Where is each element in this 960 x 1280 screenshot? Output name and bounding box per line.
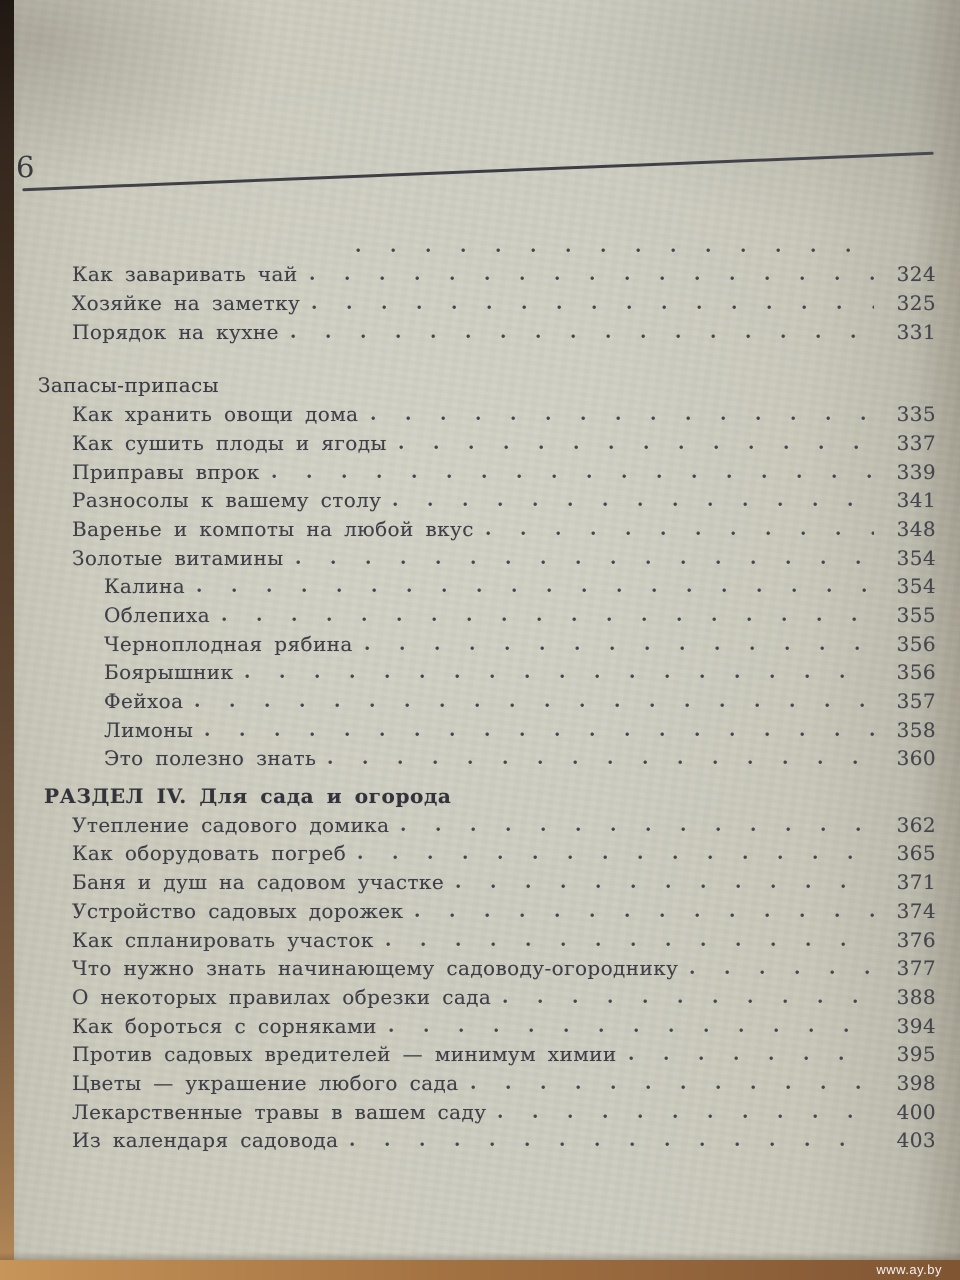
dot-leader [365,645,874,652]
toc-page-number: 356 [896,631,936,656]
toc-entry-title: Калина [104,574,186,599]
toc-row [14,808,936,837]
dot-leader [690,969,874,976]
toc-row [14,684,936,713]
toc-row [14,627,936,656]
toc-entry-title: Боярышник [104,660,234,685]
toc-page-number: 400 [896,1099,936,1124]
toc-row [14,541,936,570]
toc-page-number: 354 [896,574,936,599]
toc-row [14,656,936,685]
toc-row [14,1038,936,1067]
toc-row [14,229,936,258]
toc-entry-title: Черноплодная рябина [104,631,353,656]
toc-page-number: 357 [896,689,936,713]
toc-page-number: 331 [896,319,936,344]
toc-row [14,1095,936,1124]
toc-row [14,598,936,627]
dot-leader [399,444,874,451]
toc-row [14,286,936,315]
toc-entry-title: Как спланировать участок [72,927,374,952]
dot-leader [415,912,874,919]
dot-leader [486,530,874,537]
dot-leader [386,941,874,948]
dot-leader [310,275,874,282]
dot-leader [393,501,874,508]
dot-leader [389,1027,874,1034]
toc-page-number: 356 [896,660,936,685]
toc-entry-title: Против садовых вредителей — минимум химии [72,1042,617,1067]
toc-row [14,894,936,923]
toc-entry-title: Золотые витамины [72,545,284,570]
toc-page-number: 335 [896,402,936,427]
header-rule [22,152,933,192]
toc-page-number: 388 [896,984,936,1009]
toc-row [14,980,936,1009]
toc-row [14,397,936,426]
toc-row [14,923,936,952]
dot-leader [356,247,874,254]
dot-leader [245,673,874,680]
dot-leader [371,415,875,422]
toc-row [14,779,936,808]
dot-leader [456,883,874,890]
toc-entry-title: Как заваривать чай [72,262,298,287]
toc-row [14,570,936,599]
toc-page-number: 371 [896,870,936,895]
toc-entry-title: Лимоны [104,717,194,742]
toc-entry-title: Варенье и компоты на любой вкус [72,516,474,541]
toc-row [14,369,936,398]
toc-page-number: 324 [896,262,936,287]
toc-row [14,484,936,513]
toc-entry-title: Запасы-припасы [38,373,219,398]
dot-leader [401,826,874,833]
toc-page-number: 377 [896,956,936,981]
toc-row [14,258,936,287]
toc-entry-title: Устройство садовых дорожек [72,898,404,923]
toc-entry-title: Порядок на кухне [72,319,279,344]
toc-page-number: 403 [896,1128,936,1153]
dot-leader [358,854,874,861]
dot-leader [471,1084,874,1091]
toc-page-number: 374 [896,898,936,923]
dot-leader [205,731,874,738]
toc-entry-title: Фейхоа [104,689,184,713]
toc-entry-title: Из календаря садовода [72,1128,339,1153]
toc-page-number: 348 [896,516,936,541]
toc-entry-title: О некоторых правилах обрезки сада [72,984,492,1009]
dot-leader [498,1113,874,1120]
table-of-contents [14,229,960,1152]
toc-row [14,865,936,894]
toc-entry-title: Баня и душ на садовом участке [72,870,445,895]
toc-entry-title: Как оборудовать погреб [72,841,347,866]
toc-row [14,1124,936,1153]
toc-entry-title: Цветы — украшение любого сада [72,1070,459,1095]
toc-page-number: 358 [896,717,936,742]
dot-leader [629,1055,874,1062]
toc-page-number: 339 [896,459,936,484]
toc-entry-title: Разносолы к вашему столу [72,488,382,513]
toc-row [14,742,936,771]
toc-page-number: 341 [896,488,936,513]
page-number: 6 [16,150,36,184]
dot-leader [503,998,874,1005]
toc-row [14,426,936,455]
toc-entry-title: Утепление садового домика [72,812,390,837]
toc-entry-title: Как сушить плоды и ягоды [72,430,387,455]
toc-page-number: 355 [896,602,936,627]
toc-page-number: 325 [896,291,936,316]
dot-leader [296,559,874,566]
dot-leader [291,333,874,340]
toc-row [14,837,936,866]
dot-leader [350,1141,874,1148]
dot-leader [328,759,874,766]
toc-entry-title: Как бороться с сорняками [72,1013,377,1038]
toc-page-number: 354 [896,545,936,570]
dot-leader [222,616,874,623]
dot-leader [272,473,874,480]
toc-page-number: 362 [896,812,936,837]
dot-leader [195,702,874,709]
dot-leader [197,587,874,594]
dot-leader [312,304,874,311]
toc-page-number: 337 [896,430,936,455]
toc-entry-title: Облепиха [104,602,211,627]
toc-row [14,1009,936,1038]
toc-entry-title: РАЗДЕЛ IV. Для сада и огорода [44,784,452,809]
toc-row [14,952,936,981]
toc-row [14,1066,936,1095]
toc-row [14,455,936,484]
toc-page-number: 394 [896,1013,936,1038]
book-bottom-edge [0,1260,960,1280]
toc-page-number: 395 [896,1042,936,1067]
toc-row [14,512,936,541]
book-spine-edge [0,0,14,1280]
toc-row [14,315,936,344]
toc-page-number: 360 [896,746,936,771]
toc-entry-title: Приправы впрок [72,459,260,484]
toc-entry-title: Хозяйке на заметку [72,291,301,316]
toc-entry-title: Что нужно знать начинающему садоводу-огороднику [72,956,679,981]
toc-page-number: 398 [896,1070,936,1095]
watermark: www.ay.by [876,1262,942,1277]
toc-page-number: 365 [896,841,936,866]
toc-entry-title: Как хранить овощи дома [72,402,359,427]
toc-entry-title: Лекарственные травы в вашем саду [72,1099,487,1124]
toc-page-number: 376 [896,927,936,952]
toc-row [14,713,936,742]
toc-entry-title: Это полезно знать [104,746,317,771]
